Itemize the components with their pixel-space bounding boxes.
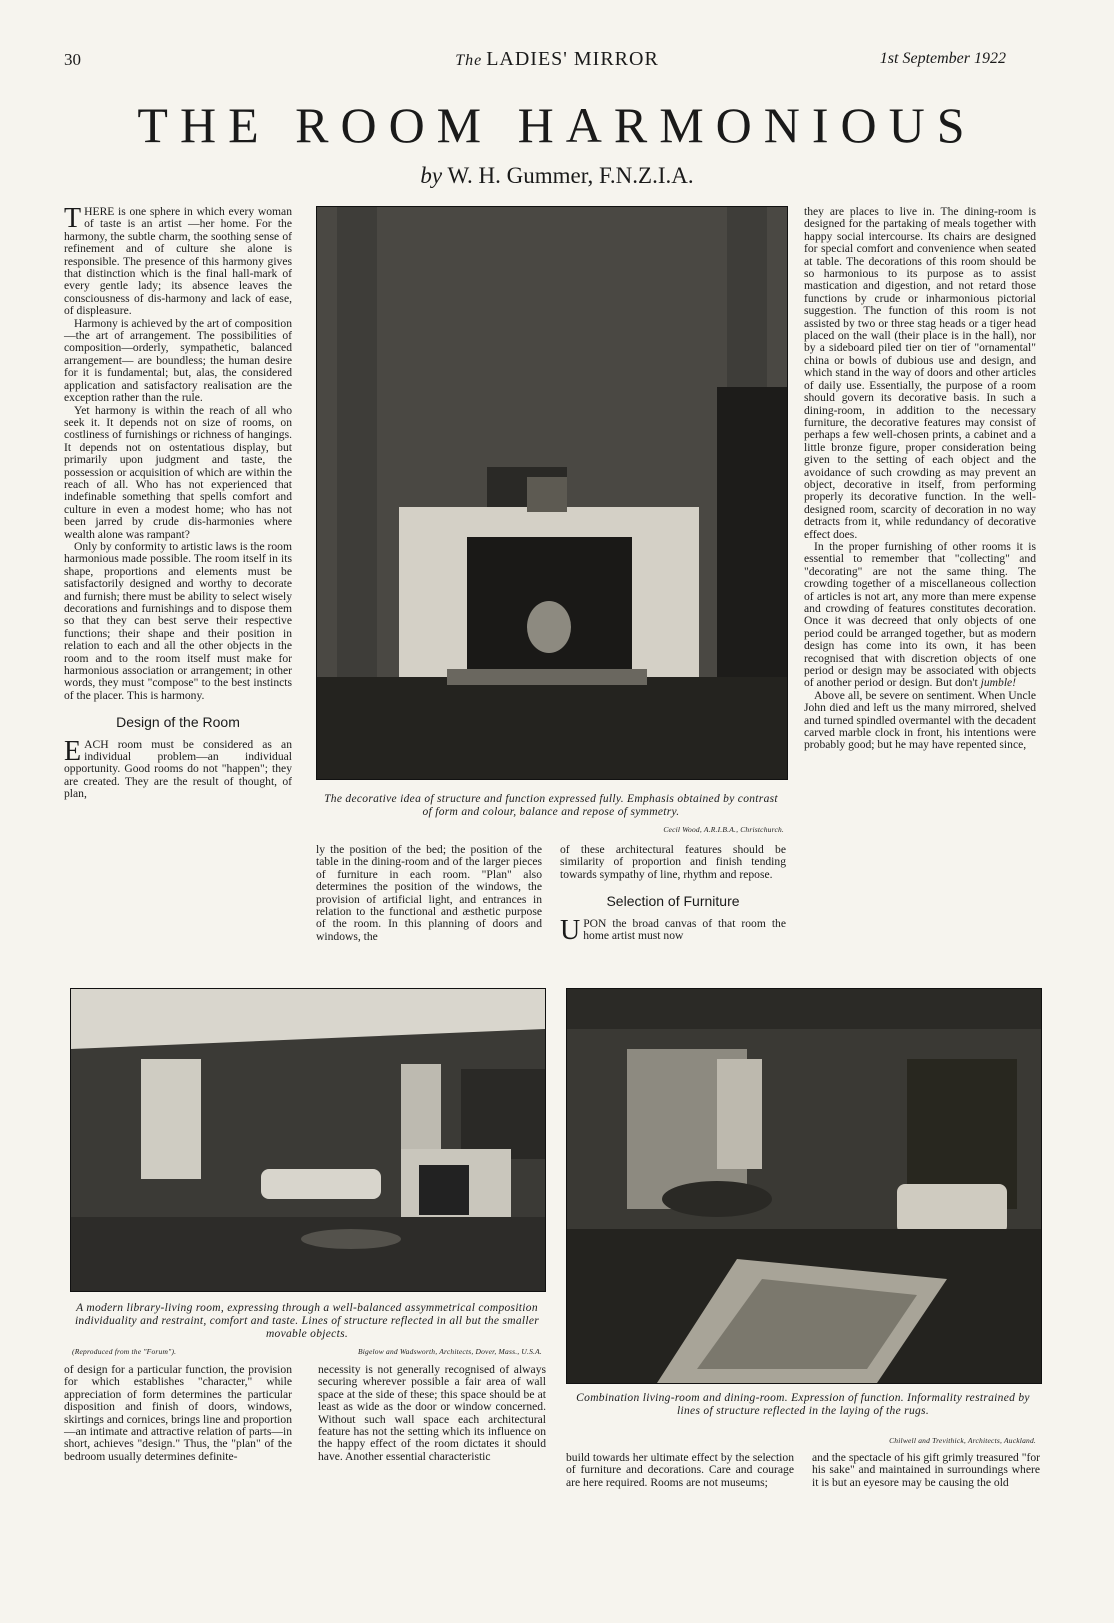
living-dining-illustration: [567, 989, 1041, 1383]
drop-cap: U: [560, 914, 581, 946]
paragraph: Only by conformity to artistic laws is the room harmonious made possible. The room itself in its shape, proportions and elements must be satisfactorily designed and worthy to decorate and furnish; there must be ability to select wisely decorations and furnishings and to dispose them so that they can best serve their respective functions; their shape and their position in relation to each and all the other objects in the room and to the room itself must make for harmonious association or arrangement; in other words, they must "compose" to the best instincts of the placer. This is harmony.: [64, 539, 292, 702]
photo-library-living-room: [70, 988, 546, 1292]
drop-cap: T: [64, 203, 82, 234]
article-title: THE ROOM HARMONIOUS: [137, 97, 977, 153]
figure-2-credit-right: Bigelow and Wadsworth, Architects, Dover, Mass., U.S.A.: [357, 1347, 542, 1356]
subheading: Design of the Room: [116, 714, 240, 731]
masthead-the: The: [455, 52, 483, 69]
figure-3-credit: Chilwell and Trevithick, Architects, Auckland.: [889, 1436, 1036, 1445]
figure-3-caption: Combination living-room and dining-room. Expression of function. Informality restrained by lines of structure reflected in the laying of the rugs.: [576, 1392, 1030, 1417]
paragraph-text: In the proper furnishing of other rooms it is essential to remember that "collecting" and "decorating" are not the same thing. The crowding together of a miscellaneous collection of articles is not art, any more than mere expense and crowding of features constitutes decoration. Once it was decreed that only objects of one period could be arranged together, but as modern design has come into its own, it has been recognised that with discretion objects of one period or design may be associated with objects of another period or design. But don't: [804, 539, 1036, 690]
column-bottom-2: [318, 1364, 546, 1463]
paragraph: [64, 203, 292, 318]
fireplace-illustration: [317, 207, 787, 779]
photo-living-dining-room: [566, 988, 1042, 1384]
paragraph: Harmony is achieved by the art of composition—the art of arrangement. The possibilities of composition—orderly, sympathetic, balanced arrangement— are boundless; the human desire for it is fundamental; but, alas, the considered application and satisfactory realisation are the exception rather than the rule.: [64, 316, 292, 405]
column-1: [64, 203, 292, 801]
paragraph-text: PON the broad canvas of that room the home artist must now: [583, 916, 786, 943]
emphasis: jumble!: [980, 676, 1017, 690]
paragraph: build towards her ultimate effect by the selection of furniture and decorations. Care and courage are here required. Rooms are not museums;: [566, 1451, 794, 1489]
photo-fireplace: [316, 206, 788, 780]
column-3: [804, 206, 1036, 752]
subheading: Selection of Furniture: [606, 893, 740, 910]
paragraph: Yet harmony is within the reach of all who seek it. It depends not on size of rooms, on costliness of furnishings or richness of hangings. It depends not on ostentatious display, but primarily upon judgment and taste, the possession or acquisition of which are within the reach of all. Who has not experienced that indefinable something that spells comfort and culture in even a modest home; who has not been jarred by crude dis-harmonies where wealth alone was rampant?: [64, 403, 292, 541]
library-illustration: [71, 989, 545, 1291]
byline: [0, 163, 1114, 189]
figure-1-caption: The decorative idea of structure and function expressed fully. Emphasis obtained by contrast of form and colour, balance and repose of symmetry.: [324, 793, 778, 818]
paragraph: [64, 735, 292, 801]
column-bottom-3: [566, 1452, 794, 1489]
paragraph: necessity is not generally recognised of always securing wherever possible a fair area of wall space at the side of these; this space should be at least as wide as the door or window concerned. Without such wall space each architectural feature has not the setting which its influence on the happy effect of the room dictates it should have. Another essential characteristic: [318, 1363, 546, 1463]
drop-cap: E: [64, 735, 82, 767]
paragraph-text: HERE is one sphere in which every woman of taste is an artist —her home. For the harmony, the subtle charm, the soothing sense of refinement and of culture she alone is responsible. The presence of this harmony gives that distinction which is the final hall-mark of every gentle lady; its absence leaves the consciousness of dis-harmony and lack of ease, of displeasure.: [64, 205, 292, 318]
paragraph: of design for a particular function, the provision for which establishes "character," while appreciation of form determines the particular disposition and finish of doors, windows, skirtings and cornices, brings line and proportion—an intimate and attractive relation of parts—in short, achieves "design." Thus, the "plan" of the bedroom usually determines definite-: [64, 1363, 292, 1463]
column-2b: [560, 843, 786, 946]
masthead-name: LADIES' MIRROR: [486, 48, 659, 70]
byline-by: by: [420, 163, 443, 188]
column-bottom-4: [812, 1452, 1040, 1489]
byline-author: W. H. Gummer, F.N.Z.I.A.: [447, 163, 694, 188]
figure-2-caption: A modern library-living room, expressing through a well-balanced assymmetrical composition individuality and restraint, comfort and taste. Lines of structure reflected in all but the smaller movable objects.: [74, 1302, 540, 1340]
column-bottom-1: [64, 1364, 292, 1463]
figure-1-credit: Cecil Wood, A.R.I.B.A., Christchurch.: [663, 825, 784, 834]
paragraph: ly the position of the bed; the position of the table in the dining-room and of the larger pieces of furniture in each room. "Plan" also determines the position of the windows, the provision of artificial light, and entrances in relation to the functional and æsthetic purpose of the room. In this planning of doors and windows, the: [316, 843, 542, 943]
paragraph: [804, 541, 1036, 690]
paragraph: they are places to live in. The dining-room is designed for the partaking of meals together with happy social intercourse. Its chairs are designed for special comfort and convenience when seated at table. The decorations of this room should be so harmonious to its purpose as to assist mastication and digestion, and not retard those functions by crude or inharmonious pictorial suggestion. The function of this room is not assisted by two or three stag heads or a tiger head placed on the wall (their place is in the hall), nor by a sideboard piled tier on tier of "ornamental" china or bowls of dubious use and design, and which stand in the way of doors and other articles of daily use. Essentially, the purpose of a room should govern its decorative basis. In such a dining-room, in addition to the necessary furniture, the decorative features may consist of perhaps a few well-chosen prints, a cabinet and a little bronze figure, proper consideration being given to the setting of each object and the avoidance of such crowding as may prevent an object, decorative in itself, from performing properly its decorative function. In the well-designed room, scarcity of decoration in no way detracts from it, while redundancy of decorative effect does.: [804, 205, 1036, 541]
paragraph-text: ACH room must be considered as an individual problem—an individual opportunity. Good rooms do not "happen"; they are created. They are the result of thought, of plan,: [64, 737, 292, 801]
issue-date: 1st September 1922: [879, 50, 1006, 67]
paragraph: [560, 914, 786, 946]
paragraph: of these architectural features should be similarity of proportion and finish tending towards sympathy of line, rhythm and repose.: [560, 843, 786, 881]
figure-2-credit-left: (Reproduced from the "Forum").: [72, 1347, 177, 1356]
paragraph: and the spectacle of his gift grimly treasured "for his sake" and maintained in surroundings where it is but an eyesore may be causing the old: [812, 1451, 1040, 1489]
paragraph: Above all, be severe on sentiment. When Uncle John died and left us the many mirrored, shelved and turned spindled overmantel with the decadent carved marble clock in front, his intentions were probably good; but he may have repented since,: [804, 688, 1036, 752]
column-2a: [316, 844, 542, 943]
page-number: 30: [64, 50, 81, 69]
